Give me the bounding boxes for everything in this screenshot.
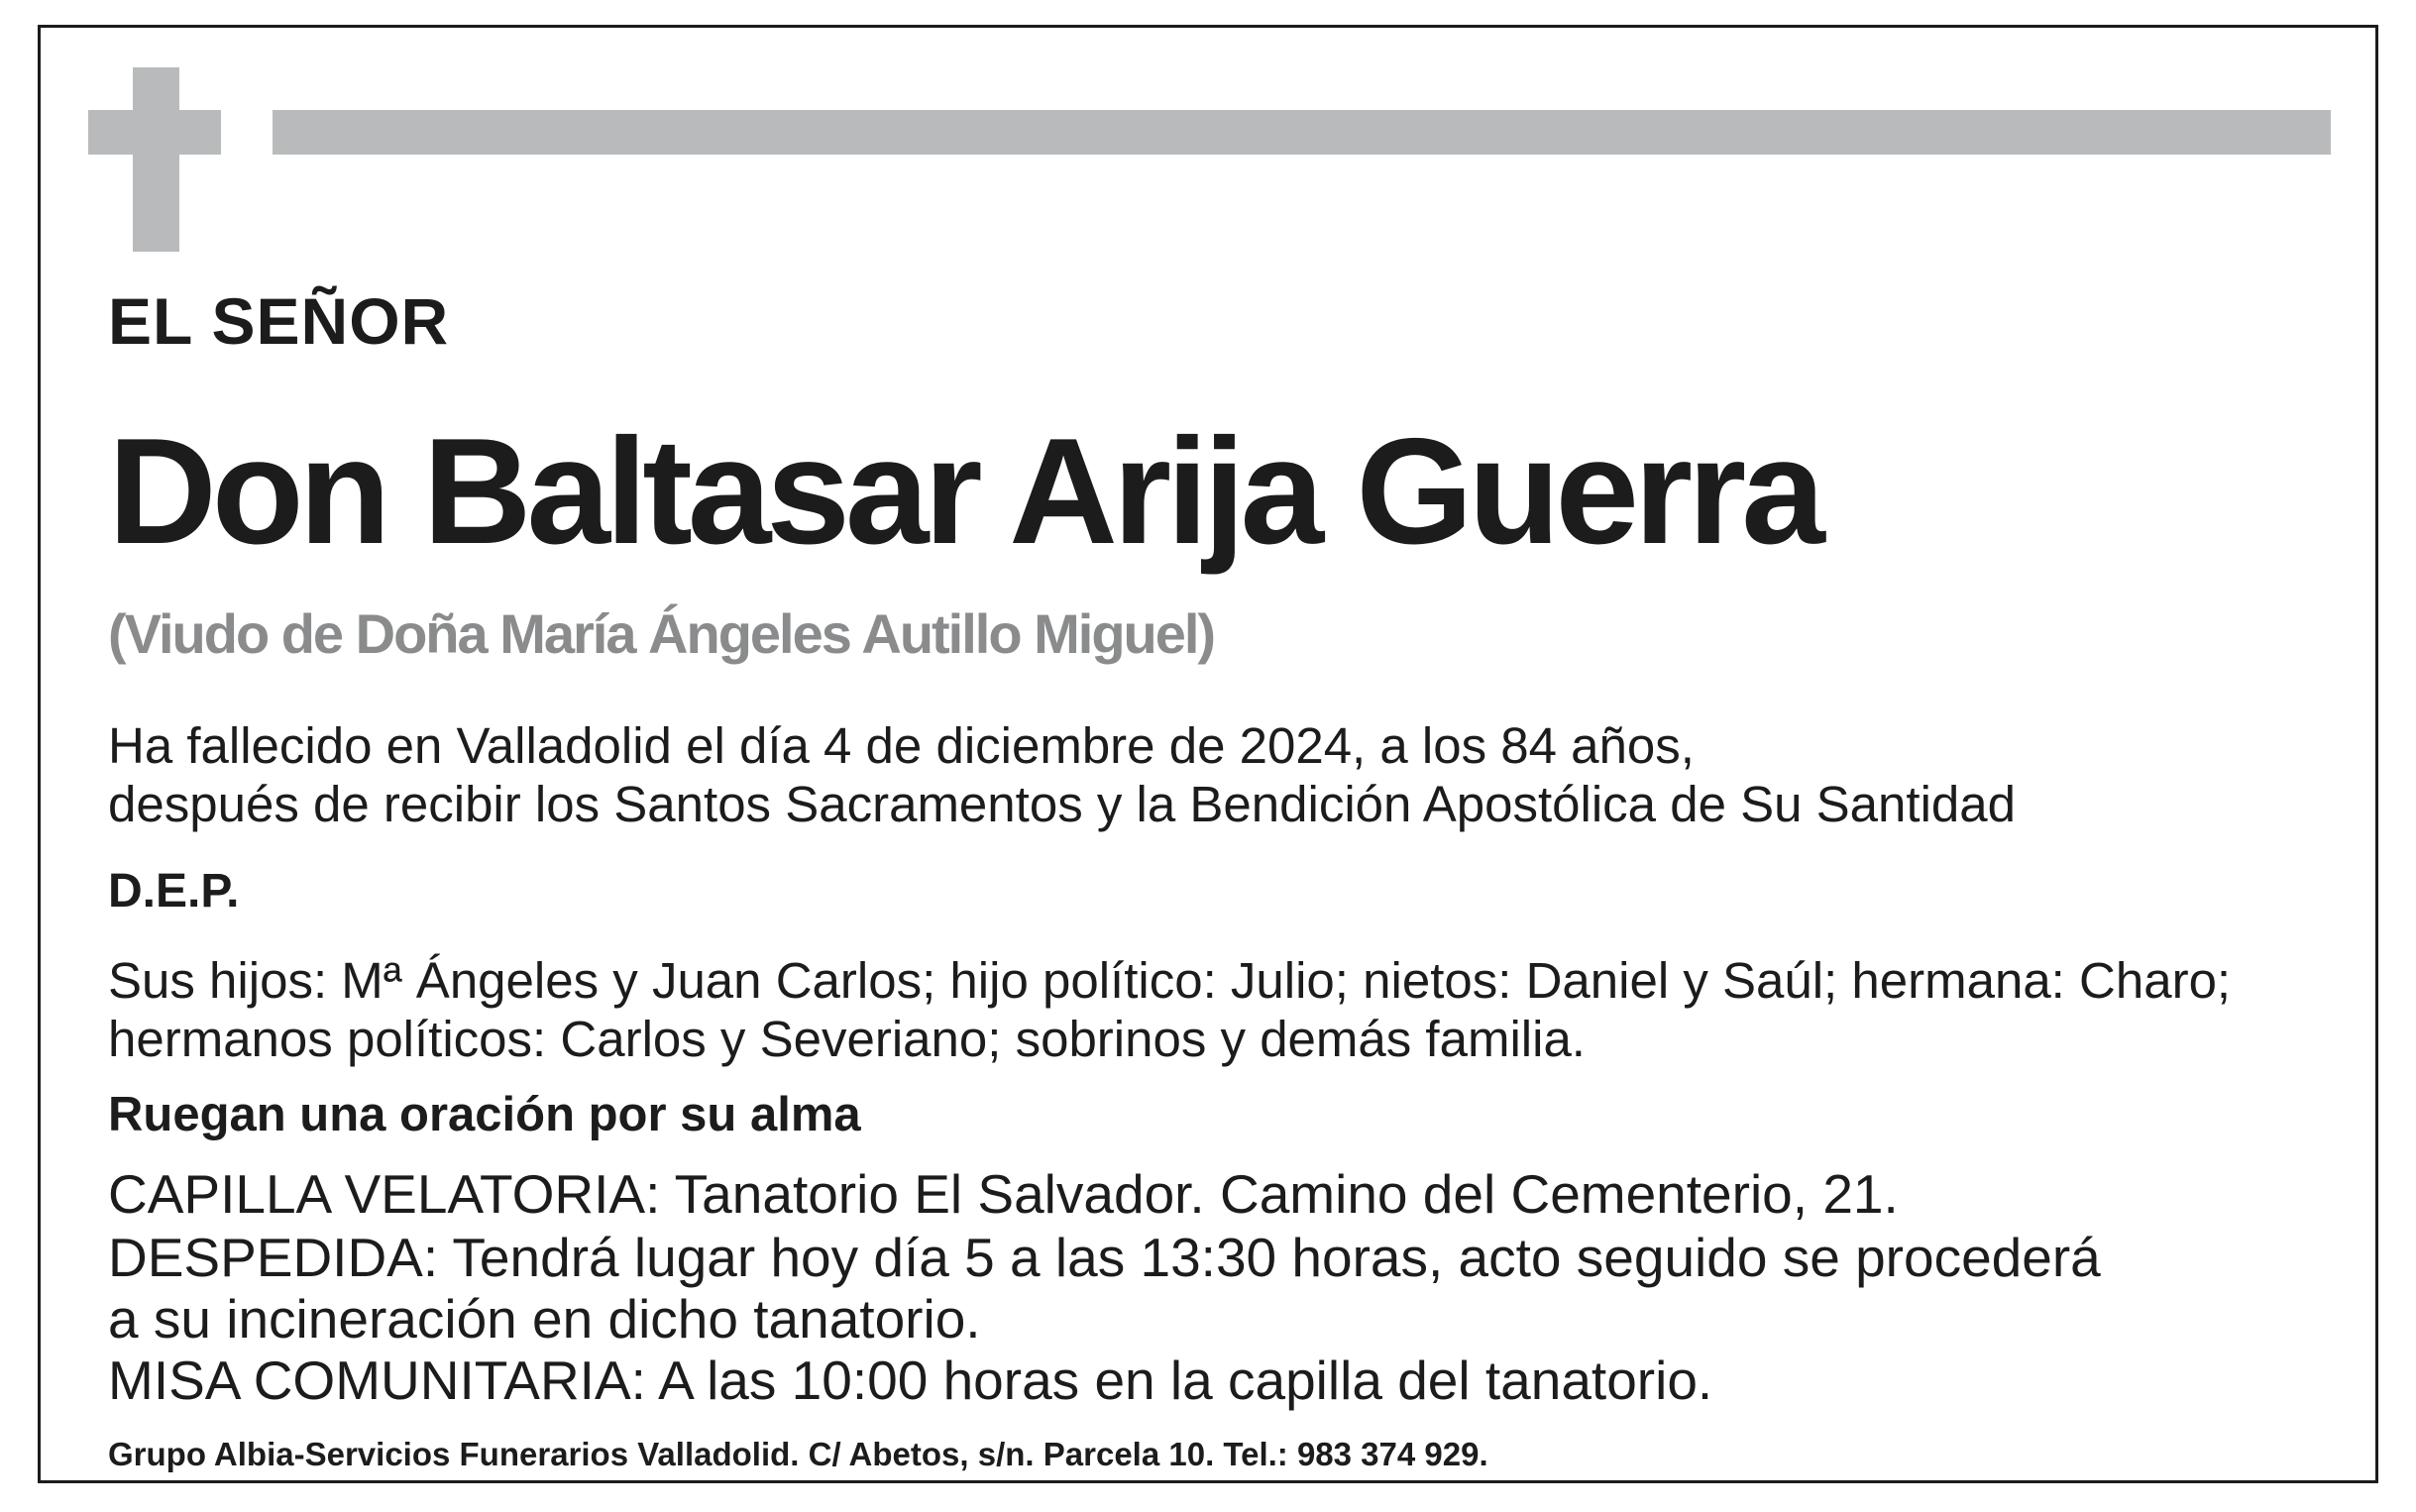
notice-heading: EL SEÑOR <box>108 284 450 358</box>
service-chapel: CAPILLA VELATORIA: Tanatorio El Salvador. Camino del Cementerio, 21. <box>108 1163 1899 1225</box>
service-mass: MISA COMUNITARIA: A las 10:00 horas en la capilla del tanatorio. <box>108 1350 1713 1411</box>
service-farewell-cont: a su incineración en dicho tanatorio. <box>108 1288 981 1350</box>
service-farewell: DESPEDIDA: Tendrá lugar hoy día 5 a las 13:30 horas, acto seguido se procederá <box>108 1227 2101 1288</box>
widow-note: (Viudo de Doña María Ángeles Autillo Miguel) <box>108 602 1215 665</box>
family-line-2: hermanos políticos: Carlos y Severiano; sobrinos y demás familia. <box>108 1011 1586 1067</box>
death-announcement <box>108 716 2016 833</box>
cross-icon-vertical <box>133 67 179 252</box>
deceased-name: Don Baltasar Arija Guerra <box>108 407 1820 576</box>
rip-label: D.E.P. <box>108 865 240 918</box>
family-list <box>108 951 2231 1068</box>
header-bar <box>273 110 2331 155</box>
death-line-1: Ha fallecido en Valladolid el día 4 de diciembre de 2024, a los 84 años, <box>108 717 1695 774</box>
death-line-2: después de recibir los Santos Sacramentos y la Bendición Apostólica de Su Santidad <box>108 776 2017 832</box>
cross-icon-horizontal <box>88 110 221 155</box>
family-line-1: Sus hijos: Mª Ángeles y Juan Carlos; hijo político: Julio; nietos: Daniel y Saúl; hermana: Charo; <box>108 952 2232 1009</box>
funeral-home-footer: Grupo Albia-Servicios Funerarios Valladolid. C/ Abetos, s/n. Parcela 10. Tel.: 983 374 929. <box>108 1436 1488 1472</box>
prayer-request: Ruegan una oración por su alma <box>108 1088 861 1141</box>
